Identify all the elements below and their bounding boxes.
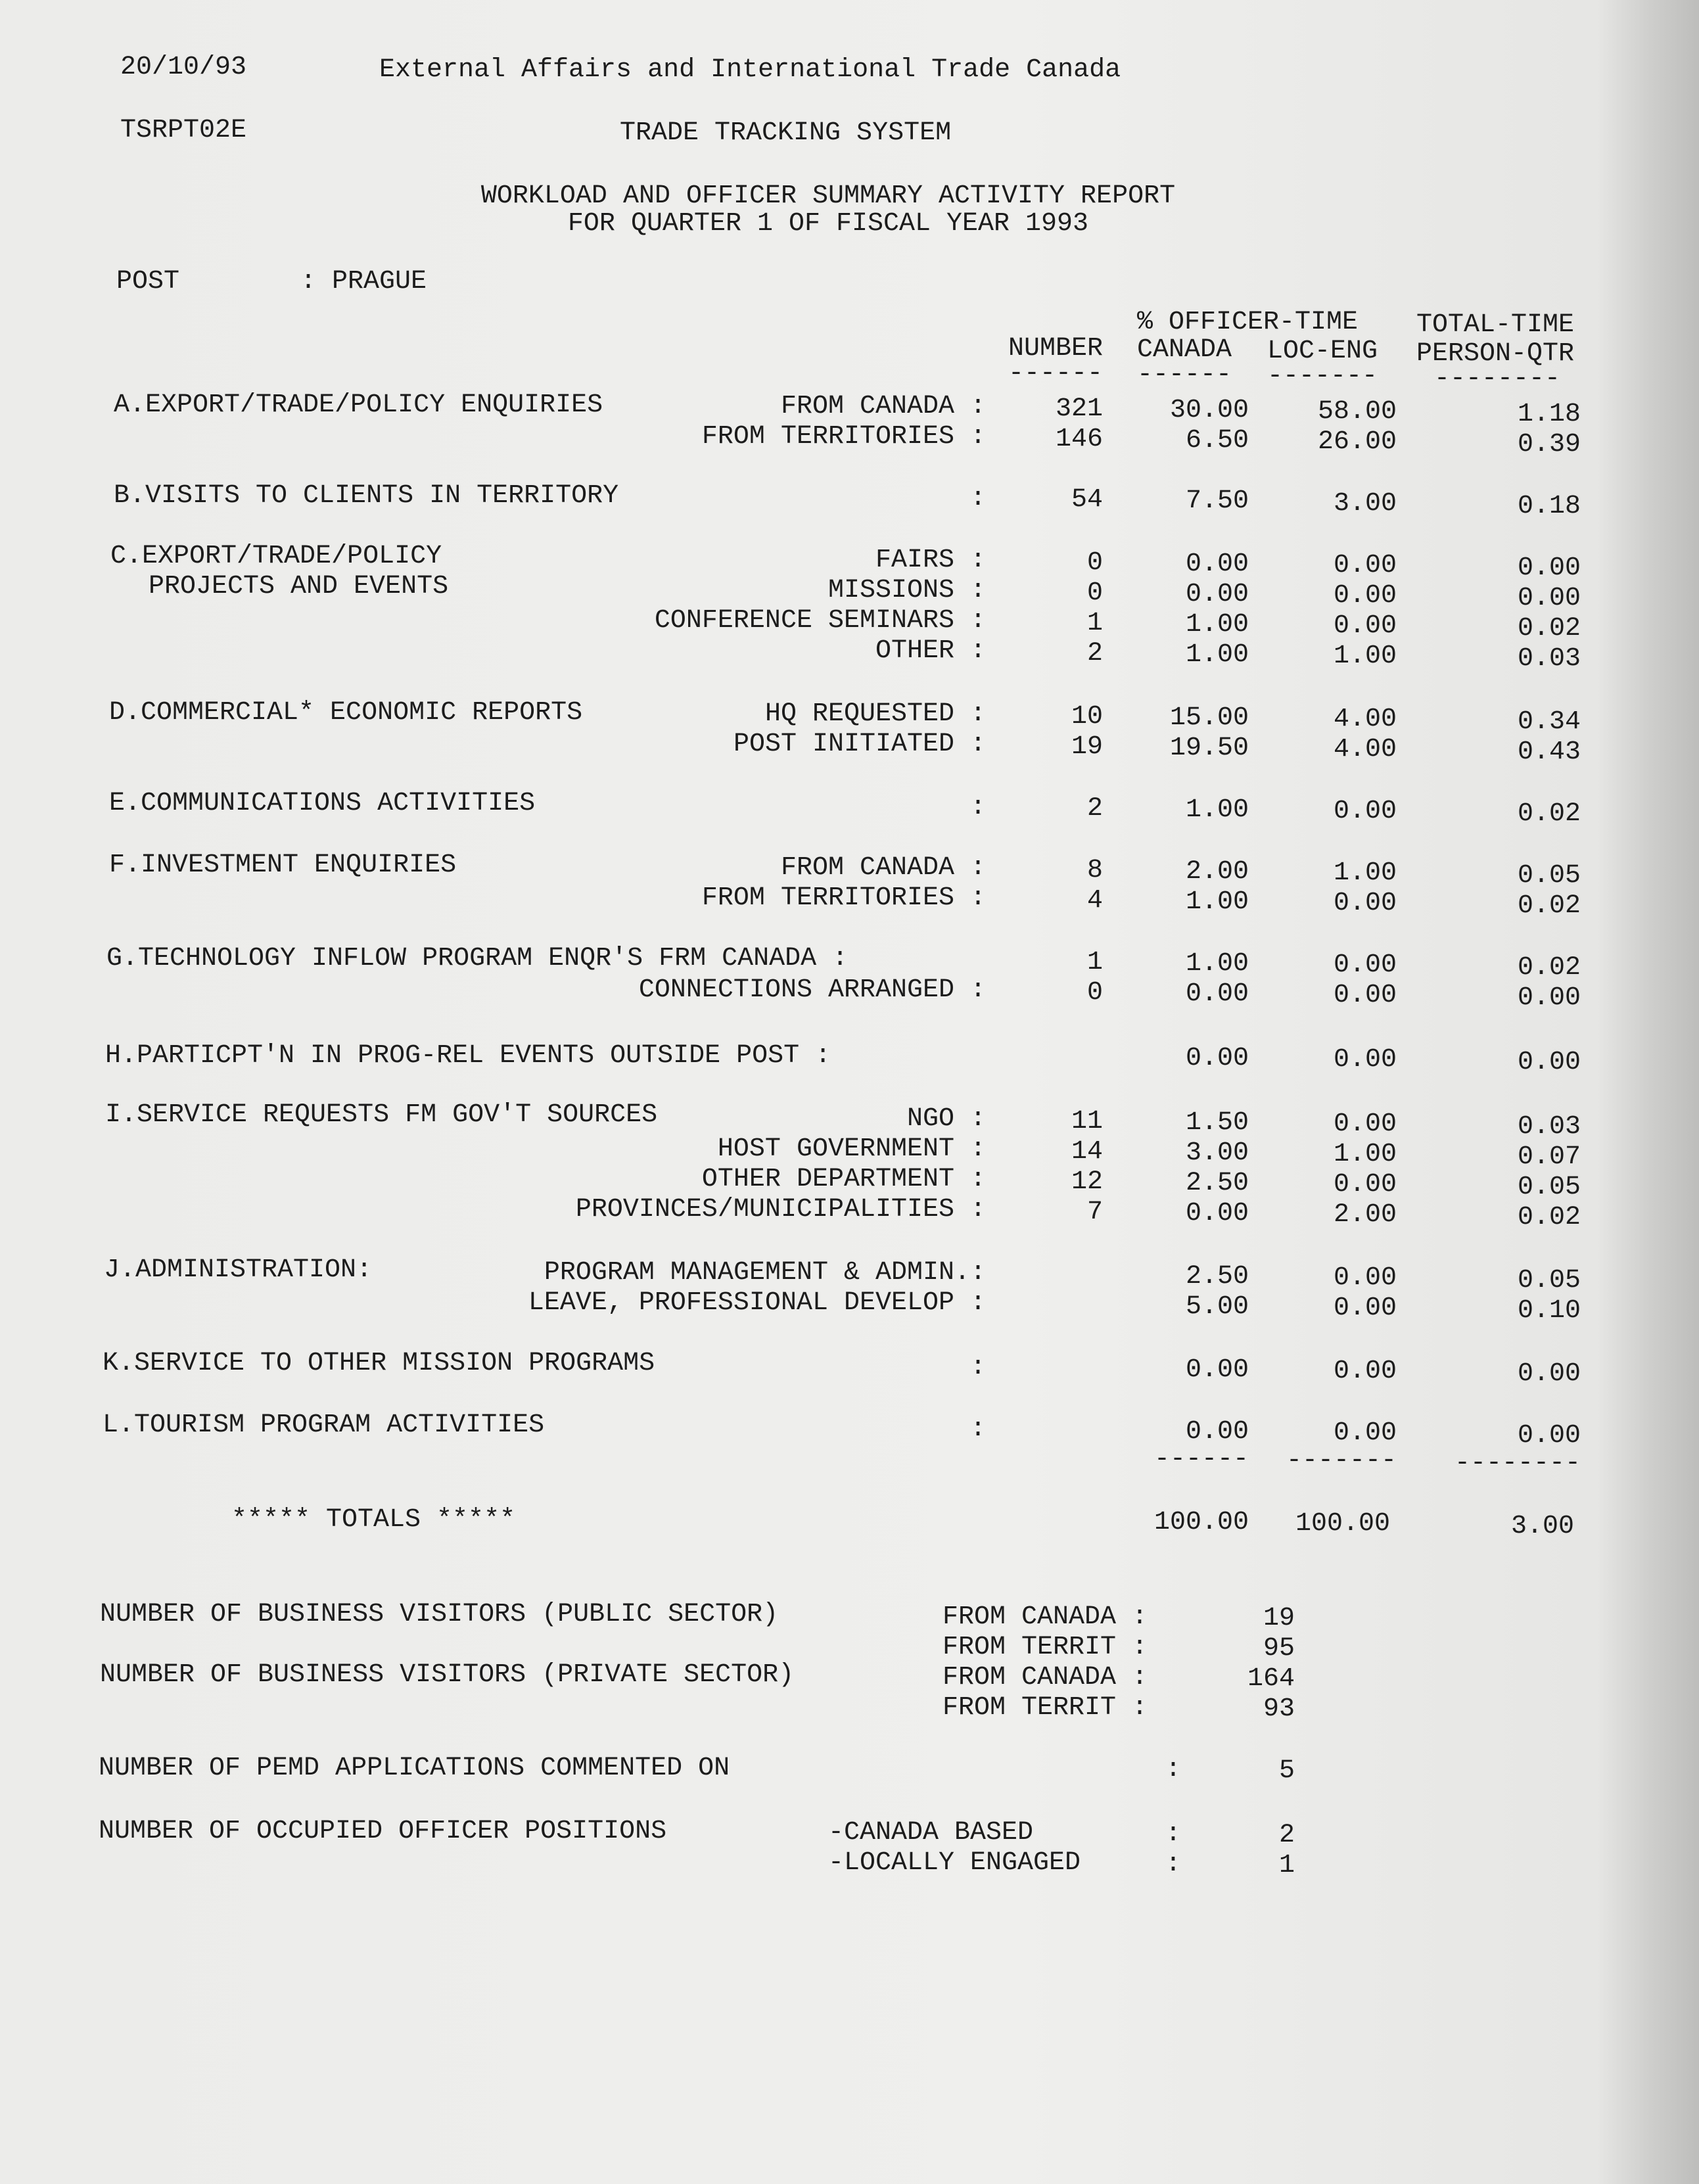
col-loceng-underline: ------- [1267, 361, 1378, 391]
row-label: LEAVE, PROFESSIONAL DEVELOP : [528, 1288, 986, 1318]
col-person-underline: -------- [1434, 364, 1561, 394]
row-loceng: 0.00 [1333, 551, 1397, 580]
col-number-header: NUMBER [1008, 334, 1103, 363]
pct-officer-time-header: % OFFICER-TIME [1137, 308, 1359, 337]
positions-label: NUMBER OF OCCUPIED OFFICER POSITIONS [99, 1817, 667, 1846]
row-number: 1 [1086, 948, 1103, 977]
pemd-label: NUMBER OF PEMD APPLICATIONS COMMENTED ON [99, 1754, 730, 1783]
row-loceng: 0.00 [1333, 889, 1397, 918]
section-a-title: A.EXPORT/TRADE/POLICY ENQUIRIES [114, 390, 603, 420]
totals-canada: 100.00 [1153, 1508, 1249, 1537]
section-g-title: G.TECHNOLOGY INFLOW PROGRAM ENQR'S FRM CANADA : [106, 944, 849, 973]
organization-name: External Affairs and International Trade Canada [379, 55, 1121, 85]
totals-person-qtr: 3.00 [1510, 1512, 1574, 1541]
row-person-qtr: 0.39 [1517, 430, 1581, 459]
row-loceng: 26.00 [1317, 427, 1397, 457]
row-loceng: 0.00 [1333, 1109, 1397, 1139]
row-label: OTHER DEPARTMENT : [701, 1165, 986, 1194]
col-person-qtr-header: PERSON-QTR [1416, 339, 1575, 369]
positions-row-colon: : [1165, 1819, 1182, 1849]
row-person-qtr: 0.00 [1517, 553, 1581, 583]
visitors-row-value: 164 [1247, 1664, 1295, 1694]
visitors-row-label: FROM CANADA : [943, 1663, 1148, 1692]
row-canada: 0.00 [1185, 549, 1249, 579]
row-canada: 1.50 [1185, 1108, 1249, 1138]
row-person-qtr: 0.02 [1517, 799, 1581, 829]
post-value: : PRAGUE [300, 267, 427, 296]
row-loceng: 0.00 [1333, 1170, 1397, 1199]
section-d-title: D.COMMERCIAL* ECONOMIC REPORTS [109, 698, 583, 728]
row-canada: 30.00 [1169, 396, 1249, 425]
visitors-public-label: NUMBER OF BUSINESS VISITORS (PUBLIC SECTOR) [100, 1600, 779, 1629]
totals-loceng: 100.00 [1295, 1509, 1390, 1539]
total-time-header: TOTAL-TIME [1416, 310, 1575, 340]
row-person-qtr: 0.00 [1517, 1048, 1581, 1077]
row-loceng: 3.00 [1333, 489, 1397, 519]
row-label: : [969, 793, 986, 822]
row-number: 7 [1086, 1197, 1103, 1227]
row-label: : [969, 484, 986, 513]
row-canada: 6.50 [1185, 426, 1249, 455]
row-loceng: 0.00 [1333, 611, 1397, 641]
row-label: PROGRAM MANAGEMENT & ADMIN.: [544, 1258, 986, 1288]
row-person-qtr: 0.05 [1517, 1266, 1581, 1295]
system-name: TRADE TRACKING SYSTEM [620, 118, 952, 148]
row-loceng: 0.00 [1333, 1357, 1397, 1386]
section-k-title: K.SERVICE TO OTHER MISSION PROGRAMS [103, 1349, 655, 1378]
row-label: FAIRS : [875, 546, 986, 575]
row-loceng: 1.00 [1333, 641, 1397, 671]
row-label: PROVINCES/MUNICIPALITIES : [575, 1195, 986, 1224]
row-loceng: 58.00 [1317, 397, 1397, 427]
pemd-colon: : [1165, 1755, 1182, 1784]
row-person-qtr: 1.18 [1517, 400, 1581, 429]
section-i-title: I.SERVICE REQUESTS FM GOV'T SOURCES [105, 1100, 658, 1130]
positions-row-label: -CANADA BASED [828, 1818, 1034, 1847]
row-canada: 1.00 [1185, 610, 1249, 639]
row-canada: 2.00 [1185, 857, 1249, 887]
row-number: 0 [1086, 978, 1103, 1008]
row-person-qtr: 0.18 [1517, 492, 1581, 521]
report-title: WORKLOAD AND OFFICER SUMMARY ACTIVITY REPORT [480, 181, 1176, 211]
row-label: FROM TERRITORIES : [701, 883, 986, 913]
row-label: POST INITIATED : [733, 730, 986, 759]
row-loceng: 0.00 [1333, 1263, 1397, 1293]
section-j-title: J.ADMINISTRATION: [104, 1255, 373, 1285]
row-canada: 0.00 [1185, 1355, 1249, 1385]
row-canada: 0.00 [1185, 1199, 1249, 1228]
totals-loceng-underline: ------- [1286, 1446, 1397, 1475]
pemd-value: 5 [1278, 1756, 1295, 1786]
row-loceng: 0.00 [1333, 1293, 1397, 1323]
section-l-title: L.TOURISM PROGRAM ACTIVITIES [103, 1410, 545, 1440]
row-loceng: 1.00 [1333, 858, 1397, 888]
row-canada: 19.50 [1169, 733, 1249, 763]
row-canada: 15.00 [1169, 703, 1249, 733]
row-number: 11 [1071, 1107, 1103, 1136]
row-canada: 5.00 [1185, 1292, 1249, 1322]
row-canada: 1.00 [1185, 949, 1249, 979]
row-label: CONFERENCE SEMINARS : [654, 606, 986, 636]
row-label: CONNECTIONS ARRANGED : [638, 975, 986, 1005]
row-canada: 0.00 [1185, 1044, 1249, 1073]
row-person-qtr: 0.03 [1517, 644, 1581, 674]
row-number: 4 [1086, 886, 1103, 916]
row-number: 12 [1071, 1167, 1103, 1197]
row-number: 10 [1071, 702, 1103, 732]
row-canada: 1.00 [1185, 795, 1249, 825]
row-person-qtr: 0.02 [1517, 891, 1581, 921]
visitors-row-label: FROM TERRIT : [943, 1633, 1148, 1662]
row-loceng: 0.00 [1333, 797, 1397, 826]
row-label: NGO : [906, 1104, 986, 1134]
row-person-qtr: 0.05 [1517, 1173, 1581, 1202]
row-person-qtr: 0.02 [1517, 953, 1581, 983]
row-canada: 0.00 [1185, 1417, 1249, 1447]
row-person-qtr: 0.43 [1517, 737, 1581, 767]
row-label: : [969, 1414, 986, 1444]
row-canada: 2.50 [1185, 1169, 1249, 1198]
row-number: 146 [1055, 425, 1103, 454]
row-number: 0 [1086, 548, 1103, 578]
row-person-qtr: 0.02 [1517, 614, 1581, 643]
row-number: 321 [1055, 394, 1103, 424]
section-f-title: F.INVESTMENT ENQUIRIES [109, 850, 457, 880]
col-number-underline: ------ [1008, 359, 1103, 388]
row-person-qtr: 0.07 [1517, 1142, 1581, 1172]
col-loceng-header: LOC-ENG [1267, 337, 1378, 366]
row-label: FROM TERRITORIES : [701, 422, 986, 452]
visitors-row-label: FROM CANADA : [943, 1602, 1148, 1632]
row-label: : [969, 1353, 986, 1382]
row-number: 14 [1071, 1137, 1103, 1167]
row-canada: 7.50 [1185, 486, 1249, 516]
row-number: 2 [1086, 794, 1103, 824]
row-number: 1 [1086, 609, 1103, 638]
visitors-row-value: 95 [1263, 1634, 1295, 1663]
report-code: TSRPT02E [120, 116, 247, 145]
section-e-title: E.COMMUNICATIONS ACTIVITIES [109, 789, 536, 818]
row-loceng: 4.00 [1333, 705, 1397, 734]
row-canada: 0.00 [1185, 580, 1249, 609]
row-label: HOST GOVERNMENT : [717, 1134, 986, 1164]
visitors-row-value: 19 [1263, 1604, 1295, 1633]
row-person-qtr: 0.00 [1517, 983, 1581, 1013]
row-number: 19 [1071, 732, 1103, 762]
row-canada: 3.00 [1185, 1138, 1249, 1168]
row-label: FROM CANADA : [780, 853, 986, 883]
row-canada: 0.00 [1185, 979, 1249, 1009]
post-label: POST [116, 267, 180, 296]
row-person-qtr: 0.02 [1517, 1203, 1581, 1232]
row-person-qtr: 0.00 [1517, 1421, 1581, 1451]
positions-row-value: 2 [1278, 1821, 1295, 1850]
row-person-qtr: 0.05 [1517, 861, 1581, 891]
row-loceng: 4.00 [1333, 735, 1397, 764]
section-c-title: C.EXPORT/TRADE/POLICY [110, 542, 442, 571]
col-canada-underline: ------ [1137, 360, 1232, 390]
row-loceng: 0.00 [1333, 581, 1397, 611]
row-number: 54 [1071, 485, 1103, 515]
row-canada: 2.50 [1185, 1262, 1249, 1291]
row-label: MISSIONS : [827, 576, 986, 605]
visitors-row-value: 93 [1263, 1694, 1295, 1724]
row-label: OTHER : [875, 636, 986, 666]
positions-row-label: -LOCALLY ENGAGED [828, 1848, 1081, 1878]
row-number: 8 [1086, 856, 1103, 885]
report-subtitle: FOR QUARTER 1 OF FISCAL YEAR 1993 [567, 209, 1089, 239]
row-loceng: 0.00 [1333, 981, 1397, 1010]
row-number: 2 [1086, 639, 1103, 668]
row-loceng: 2.00 [1333, 1200, 1397, 1230]
row-person-qtr: 0.34 [1517, 707, 1581, 737]
positions-row-colon: : [1165, 1849, 1182, 1879]
row-person-qtr: 0.00 [1517, 1359, 1581, 1389]
totals-label: ***** TOTALS ***** [231, 1505, 516, 1535]
section-b-title: B.VISITS TO CLIENTS IN TERRITORY [114, 481, 619, 511]
row-label: FROM CANADA : [780, 392, 986, 421]
row-label: HQ REQUESTED : [764, 699, 986, 729]
section-h-title: H.PARTICPT'N IN PROG-REL EVENTS OUTSIDE POST : [105, 1041, 831, 1071]
row-loceng: 0.00 [1333, 1418, 1397, 1448]
totals-person-underline: -------- [1454, 1449, 1581, 1478]
report-date: 20/10/93 [120, 53, 247, 82]
row-person-qtr: 0.00 [1517, 584, 1581, 613]
visitors-private-label: NUMBER OF BUSINESS VISITORS (PRIVATE SECTOR) [100, 1660, 795, 1690]
row-loceng: 0.00 [1333, 950, 1397, 980]
row-person-qtr: 0.03 [1517, 1112, 1581, 1142]
positions-row-value: 1 [1278, 1851, 1295, 1880]
totals-canada-underline: ------ [1153, 1445, 1249, 1474]
row-loceng: 1.00 [1333, 1140, 1397, 1169]
row-canada: 1.00 [1185, 640, 1249, 670]
row-number: 0 [1086, 578, 1103, 608]
col-canada-header: CANADA [1137, 335, 1232, 365]
visitors-row-label: FROM TERRIT : [943, 1693, 1148, 1723]
section-c-subtitle: PROJECTS AND EVENTS [149, 572, 449, 601]
row-canada: 1.00 [1185, 887, 1249, 917]
row-loceng: 0.00 [1333, 1045, 1397, 1075]
row-person-qtr: 0.10 [1517, 1296, 1581, 1326]
